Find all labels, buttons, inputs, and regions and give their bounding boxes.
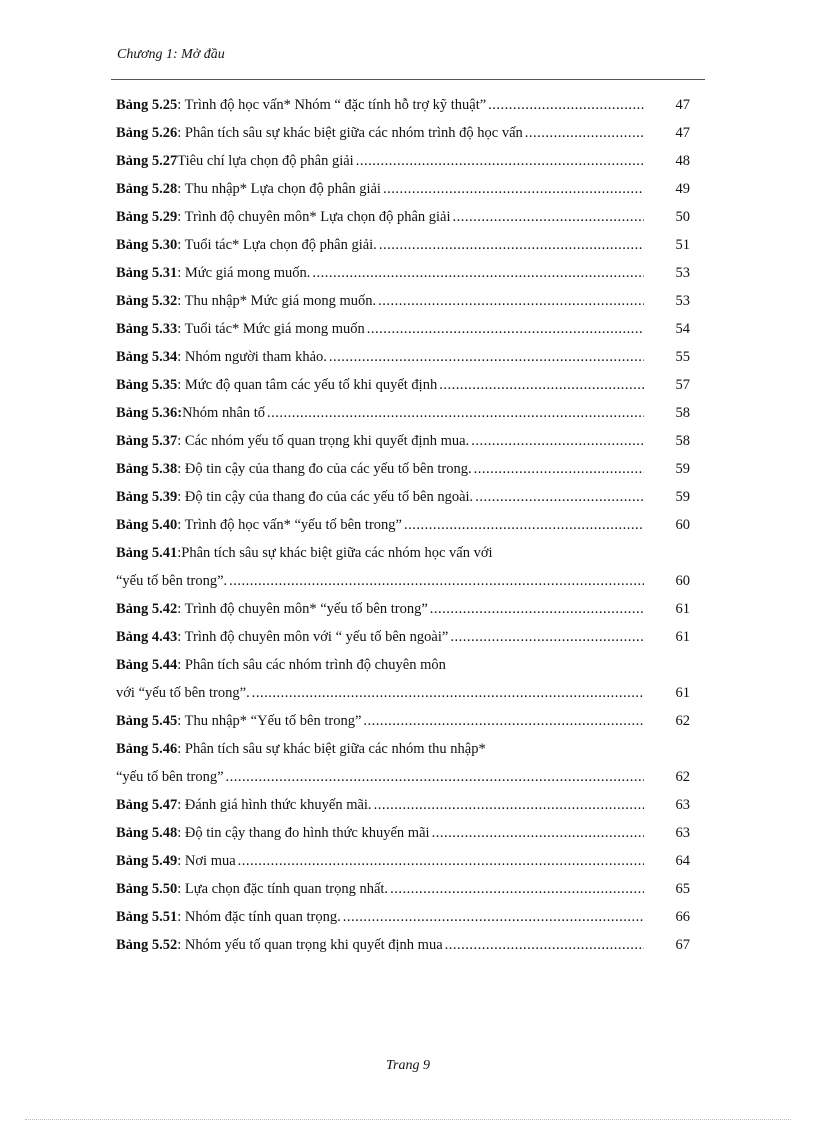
toc-entry-page: 63 [675, 825, 690, 841]
toc-entry [116, 91, 690, 119]
toc-entry [116, 847, 690, 875]
toc-leader-dots [363, 707, 644, 735]
toc-entry-page: 63 [675, 797, 690, 813]
toc-entry [116, 819, 690, 847]
toc-leader-dots [379, 231, 644, 259]
toc-entry-label: Bảng 5.27 [116, 153, 178, 169]
toc-entry-title: : Mức độ quan tâm các yếu tố khi quyết định [177, 377, 438, 393]
toc-leader-dots [383, 175, 644, 203]
toc-leader-dots [432, 819, 644, 847]
toc-leader-dots [525, 119, 644, 147]
toc-entry-title: “yếu tố bên trong” [116, 769, 224, 785]
header-divider [111, 79, 705, 80]
toc-entry-label: Bảng 5.31 [116, 265, 178, 281]
toc-leader-dots [450, 623, 644, 651]
toc-entry-label: Bảng 5.33 [116, 321, 178, 337]
toc-entry [116, 651, 690, 679]
toc-leader-dots [445, 931, 644, 959]
toc-entry-title: : Thu nhập* Lựa chọn độ phân giải [177, 181, 381, 197]
toc-entry-page: 49 [675, 181, 690, 197]
toc-leader-dots [488, 91, 644, 119]
toc-entry [116, 791, 690, 819]
toc-leader-dots [430, 595, 644, 623]
toc-entry-page: 55 [675, 349, 690, 365]
toc-entry-title: : Trình độ chuyên môn với “ yếu tố bên ngoài” [177, 629, 449, 645]
toc-leader-dots [267, 399, 644, 427]
toc-entry-label: Bảng 5.39 [116, 489, 178, 505]
toc-entry-page: 62 [675, 713, 690, 729]
toc-leader-dots [378, 287, 644, 315]
toc-entry-title: : Nhóm đặc tính quan trọng. [177, 909, 341, 925]
toc-entry-label: Bảng 5.45 [116, 713, 178, 729]
toc-entry-page: 53 [675, 265, 690, 281]
toc-entry-page: 54 [675, 321, 690, 337]
toc-entry [116, 539, 690, 567]
toc-entry-label: Bảng 4.43 [116, 629, 178, 645]
toc-entry-label: Bảng 5.46 [116, 741, 178, 757]
toc-leader-dots [238, 847, 644, 875]
toc-entry-label: Bảng 5.34 [116, 349, 178, 365]
toc-entry [116, 455, 690, 483]
toc-leader-dots [356, 147, 644, 175]
toc-entry-page: 64 [675, 853, 690, 869]
table-of-tables-list [116, 91, 690, 959]
toc-leader-dots [312, 259, 644, 287]
toc-entry-title: : Độ tin cậy thang đo hình thức khuyến mãi [177, 825, 430, 841]
toc-entry-page: 59 [675, 461, 690, 477]
toc-entry-page: 60 [675, 573, 690, 589]
toc-entry-page: 57 [675, 377, 690, 393]
toc-entry [116, 931, 690, 959]
toc-entry-title: Nhóm nhân tố [182, 405, 266, 421]
toc-entry-title: : Độ tin cậy của thang đo của các yếu tố bên ngoài. [177, 489, 474, 505]
page-bottom-divider [25, 1119, 791, 1120]
toc-entry-page: 47 [675, 125, 690, 141]
toc-entry-label: Bảng 5.36: [116, 405, 183, 421]
toc-entry [116, 371, 690, 399]
toc-entry-label: Bảng 5.26 [116, 125, 178, 141]
toc-entry-title: : Trình độ học vấn* “yếu tố bên trong” [177, 517, 402, 533]
toc-entry-label: Bảng 5.40 [116, 517, 178, 533]
page-number-footer: Trang 9 [386, 1058, 430, 1073]
toc-entry [116, 511, 690, 539]
toc-entry [116, 203, 690, 231]
toc-entry-title: : Độ tin cậy của thang đo của các yếu tố bên trong. [177, 461, 472, 477]
toc-entry-label: Bảng 5.44 [116, 657, 178, 673]
toc-entry [116, 903, 690, 931]
toc-entry-title: : Lựa chọn đặc tính quan trọng nhất. [177, 881, 389, 897]
toc-entry-label: Bảng 5.37 [116, 433, 178, 449]
toc-entry-label: Bảng 5.28 [116, 181, 178, 197]
toc-entry-title: : Tuổi tác* Mức giá mong muốn [177, 321, 365, 337]
toc-entry-label: Bảng 5.38 [116, 461, 178, 477]
toc-entry [116, 315, 690, 343]
toc-entry-page: 50 [675, 209, 690, 225]
toc-entry-title: : Đánh giá hình thức khuyến mãi. [177, 797, 372, 813]
toc-entry-page: 67 [675, 937, 690, 953]
toc-entry [116, 175, 690, 203]
toc-leader-dots [329, 343, 644, 371]
toc-entry-title: : Nơi mua [177, 853, 236, 869]
toc-entry-page: 58 [675, 405, 690, 421]
toc-entry-title: : Phân tích sâu sự khác biệt giữa các nhóm trình độ học vấn [177, 125, 523, 141]
toc-entry [116, 483, 690, 511]
toc-leader-dots [471, 427, 644, 455]
toc-entry-page: 61 [675, 629, 690, 645]
toc-leader-dots [374, 791, 644, 819]
toc-leader-dots [474, 455, 644, 483]
toc-entry-page: 61 [675, 601, 690, 617]
chapter-header: Chương 1: Mở đầu [117, 47, 225, 62]
toc-entry [116, 343, 690, 371]
toc-entry [116, 399, 690, 427]
toc-entry-title: : Nhóm người tham khảo. [177, 349, 327, 365]
toc-entry [116, 623, 690, 651]
toc-entry [116, 427, 690, 455]
toc-entry-page: 60 [675, 517, 690, 533]
toc-entry [116, 147, 690, 175]
toc-entry-label: Bảng 5.51 [116, 909, 178, 925]
toc-entry-title: : Trình độ học vấn* Nhóm “ đặc tính hỗ trợ kỹ thuật” [177, 97, 487, 113]
toc-leader-dots [390, 875, 644, 903]
toc-entry-title: : Trình độ chuyên môn* Lựa chọn độ phân giải [177, 209, 451, 225]
toc-entry-title: :Phân tích sâu sự khác biệt giữa các nhóm học vấn với [177, 545, 493, 561]
toc-leader-dots [252, 679, 644, 707]
toc-entry [116, 231, 690, 259]
toc-entry-page: 65 [675, 881, 690, 897]
toc-entry [116, 763, 690, 791]
toc-leader-dots [404, 511, 644, 539]
toc-entry-title: với “yếu tố bên trong”. [116, 685, 250, 701]
toc-entry [116, 875, 690, 903]
toc-leader-dots [475, 483, 644, 511]
toc-entry-label: Bảng 5.48 [116, 825, 178, 841]
toc-entry [116, 595, 690, 623]
toc-entry-label: Bảng 5.35 [116, 377, 178, 393]
toc-entry-label: Bảng 5.30 [116, 237, 178, 253]
toc-entry [116, 707, 690, 735]
toc-entry-title: : Mức giá mong muốn. [177, 265, 311, 281]
toc-leader-dots [453, 203, 644, 231]
toc-leader-dots [439, 371, 644, 399]
toc-entry [116, 735, 690, 763]
toc-entry-label: Bảng 5.25 [116, 97, 178, 113]
toc-leader-dots [343, 903, 644, 931]
toc-entry-label: Bảng 5.41 [116, 545, 178, 561]
toc-entry [116, 679, 690, 707]
toc-entry-label: Bảng 5.42 [116, 601, 178, 617]
toc-entry [116, 259, 690, 287]
toc-entry-title: Tiêu chí lựa chọn độ phân giải [177, 153, 354, 169]
toc-entry [116, 567, 690, 595]
toc-entry-label: Bảng 5.49 [116, 853, 178, 869]
toc-entry-label: Bảng 5.47 [116, 797, 178, 813]
toc-entry-page: 59 [675, 489, 690, 505]
toc-leader-dots [229, 567, 644, 595]
toc-entry-label: Bảng 5.52 [116, 937, 178, 953]
toc-entry-title: : Các nhóm yếu tố quan trọng khi quyết định mua. [177, 433, 470, 449]
toc-entry-title: “yếu tố bên trong”. [116, 573, 228, 589]
toc-entry [116, 287, 690, 315]
toc-entry-page: 58 [675, 433, 690, 449]
toc-entry-title: : Thu nhập* “Yếu tố bên trong” [177, 713, 362, 729]
toc-entry-label: Bảng 5.50 [116, 881, 178, 897]
toc-entry-label: Bảng 5.29 [116, 209, 178, 225]
toc-entry-title: : Trình độ chuyên môn* “yếu tố bên trong” [177, 601, 428, 617]
toc-entry-page: 62 [675, 769, 690, 785]
toc-entry-title: : Phân tích sâu các nhóm trình độ chuyên môn [177, 657, 446, 673]
toc-entry-page: 47 [675, 97, 690, 113]
toc-entry-title: : Thu nhập* Mức giá mong muốn. [177, 293, 377, 309]
toc-entry-title: : Phân tích sâu sự khác biệt giữa các nhóm thu nhập* [177, 741, 486, 757]
toc-entry-page: 53 [675, 293, 690, 309]
toc-leader-dots [367, 315, 644, 343]
toc-entry-page: 66 [675, 909, 690, 925]
toc-leader-dots [226, 763, 644, 791]
toc-entry-page: 51 [675, 237, 690, 253]
toc-entry-page: 61 [675, 685, 690, 701]
toc-entry-title: : Nhóm yếu tố quan trọng khi quyết định mua [177, 937, 443, 953]
toc-entry [116, 119, 690, 147]
toc-entry-label: Bảng 5.32 [116, 293, 178, 309]
toc-entry-page: 48 [675, 153, 690, 169]
toc-entry-title: : Tuổi tác* Lựa chọn độ phân giải. [177, 237, 377, 253]
